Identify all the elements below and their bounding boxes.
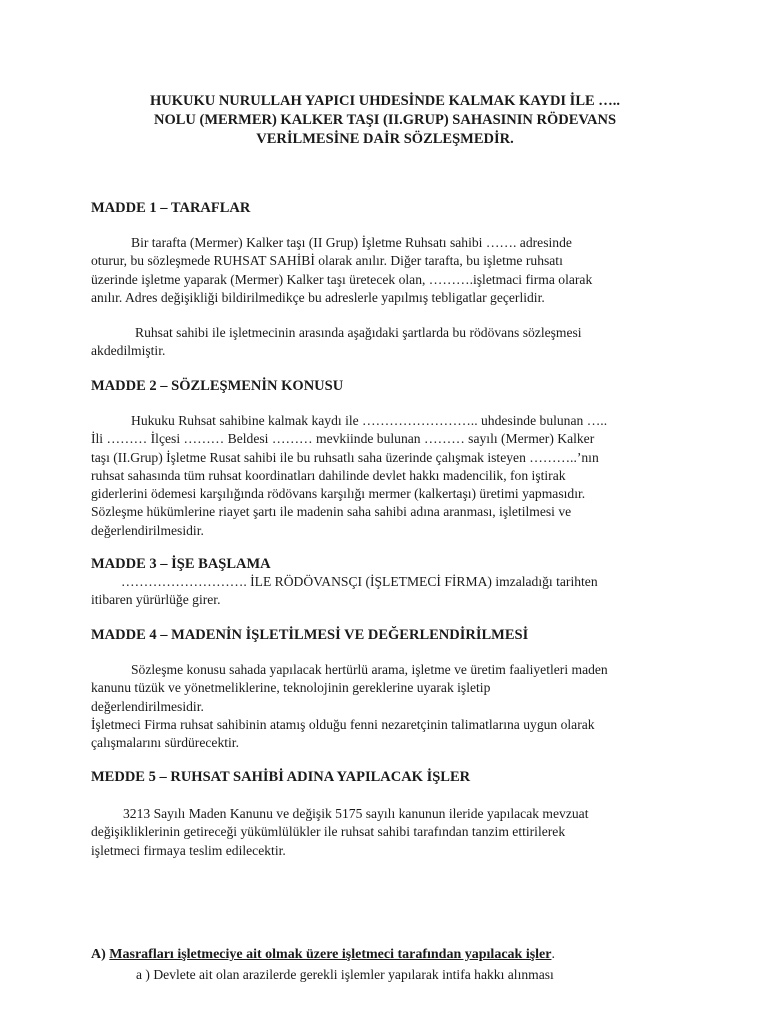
- paragraph-line: Ruhsat sahibi ile işletmecinin arasında aşağıdaki şartlarda bu rödövans sözleşmesi: [135, 325, 582, 340]
- section-a-prefix: A): [91, 947, 110, 962]
- paragraph-line: itibaren yürürlüğe girer.: [91, 592, 221, 608]
- document-title: [90, 92, 680, 149]
- paragraph-line: akdedilmiştir.: [91, 343, 166, 359]
- madde-1-paragraph-1: [91, 234, 691, 307]
- madde-4-heading: MADDE 4 – MADENİN İŞLETİLMESİ VE DEĞERLENDİRİLMESİ: [91, 627, 529, 643]
- title-line-2: NOLU (MERMER) KALKER TAŞI (II.GRUP) SAHASININ RÖDEVANS: [153, 112, 617, 128]
- madde-3-paragraph-1: [91, 573, 691, 610]
- madde-2-paragraph-1: [91, 412, 691, 540]
- paragraph-line: çalışmalarını sürdürecektir.: [91, 735, 239, 751]
- paragraph-line: ruhsat sahasında tüm ruhsat koordinatları dahilinde devlet hakkı madencilik, fon iştirak: [91, 467, 566, 483]
- paragraph-line: Sözleşme hükümlerine riayet şartı ile madenin saha sahibi adına aranması, işletilmesi ve: [91, 504, 572, 520]
- paragraph-line: değerlendirilmesidir.: [91, 698, 204, 714]
- paragraph-line: kanunu tüzük ve yönetmeliklerine, teknolojinin gereklerine uyarak işletip: [91, 680, 491, 696]
- paragraph-line: işletmeci firmaya teslim edilecektir.: [91, 842, 286, 858]
- paragraph-line: Sözleşme konusu sahada yapılacak hertürlü arama, işletme ve üretim faaliyetleri maden: [131, 662, 608, 677]
- section-a-heading: [91, 946, 555, 964]
- paragraph-line: 3213 Sayılı Maden Kanunu ve değişik 5175 sayılı kanunun ileride yapılacak mevzuat: [123, 806, 589, 821]
- title-line-1: HUKUKU NURULLAH YAPICI UHDESİNDE KALMAK KAYDI İLE …..: [149, 93, 621, 109]
- paragraph-line: İşletmeci Firma ruhsat sahibinin atamış olduğu fenni nezaretçinin talimatlarına uygun olarak: [91, 716, 595, 732]
- paragraph-line: oturur, bu sözleşmede RUHSAT SAHİBİ olarak anılır. Diğer tarafta, bu işletme ruhsatı: [91, 253, 563, 269]
- madde-1-paragraph-2: [91, 324, 691, 361]
- section-a-item-a: a ) Devlete ait olan arazilerde gerekli işlemler yapılarak intifa hakkı alınması: [136, 967, 554, 982]
- madde-1-heading: MADDE 1 – TARAFLAR: [91, 200, 251, 216]
- paragraph-line: İli ……… İlçesi ……… Beldesi ……… mevkiinde bulunan ……… sayılı (Mermer) Kalker: [91, 431, 595, 447]
- section-a-title: Masrafları işletmeciye ait olmak üzere işletmeci tarafından yapılacak işler: [109, 947, 552, 962]
- paragraph-line: Hukuku Ruhsat sahibine kalmak kaydı ile …………………….. uhdesinde bulunan …..: [131, 413, 608, 428]
- madde-4-paragraph-1: [91, 661, 691, 752]
- paragraph-line: Bir tarafta (Mermer) Kalker taşı (II Grup) İşletme Ruhsatı sahibi ……. adresinde: [131, 235, 572, 250]
- paragraph-line: giderlerini ödemesi karşılığında rödövans karşılığı mermer (kalkertaşı) üretimi yapmasıdır.: [91, 486, 586, 502]
- paragraph-line: değişikliklerinin getireceği yükümlülükler ile ruhsat sahibi tarafından tanzim ettirilerek: [91, 824, 566, 840]
- section-a-suffix: .: [551, 947, 555, 962]
- title-line-3: VERİLMESİNE DAİR SÖZLEŞMEDİR.: [256, 131, 514, 147]
- madde-5-heading: MEDDE 5 – RUHSAT SAHİBİ ADINA YAPILACAK İŞLER: [91, 769, 471, 785]
- paragraph-line: ………………………. İLE RÖDÖVANSÇI (İŞLETMECİ FİRMA) imzaladığı tarihten: [121, 574, 598, 589]
- madde-3-heading: MADDE 3 – İŞE BAŞLAMA: [91, 556, 271, 572]
- paragraph-line: değerlendirilmesidir.: [91, 522, 204, 538]
- paragraph-line: taşı (II.Grup) İşletme Rusat sahibi ile bu ruhsatlı saha üzerinde çalışmak isteyen ………..’nın: [91, 449, 599, 465]
- madde-5-paragraph-1: [91, 805, 691, 860]
- madde-2-heading: MADDE 2 – SÖZLEŞMENİN KONUSU: [91, 378, 344, 394]
- paragraph-line: anılır. Adres değişikliği bildirilmedikçe bu adreslerle yapılmış tebligatlar geçerlidir.: [91, 289, 545, 305]
- paragraph-line: üzerinde işletme yaparak (Mermer) Kalker taşı üretecek olan, ……….işletmaci firma olarak: [91, 271, 593, 287]
